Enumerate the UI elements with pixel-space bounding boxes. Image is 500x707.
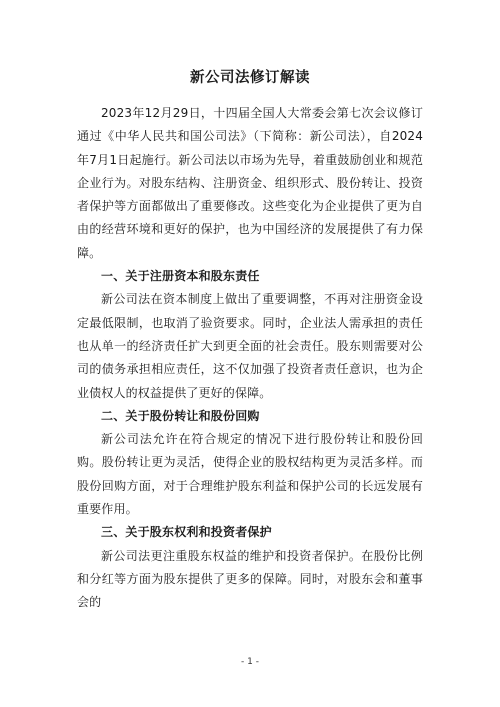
- document-title: 新公司法修订解读: [190, 70, 310, 86]
- section-body-share-transfer: 新公司法允许在符合规定的情况下进行股份转让和股份回购。股份转让更为灵活，使得企业的股权结构更为灵活多样。而股份回购方面，对于合理维护股东利益和保护公司的长远发展有重要作用。: [77, 432, 423, 517]
- section-heading-shareholder-rights: 三、关于股东权利和投资者保护: [101, 525, 272, 540]
- page-number: - 1 -: [241, 657, 259, 667]
- section-body-shareholder-rights: 新公司法更注重股东权益的维护和投资者保护。在股份比例和分红等方面为股东提供了更多的保障。同时，对股东会和董事会的: [77, 548, 423, 610]
- section-heading-registered-capital: 一、关于注册资本和股东责任: [101, 269, 260, 284]
- intro-paragraph: 2023年12月29日，十四届全国人大常委会第七次会议修订通过《中华人民共和国公司法》（下简称：新公司法），自2024年7月1日起施行。新公司法以市场为先导，着重鼓励创业和规范企业行为。对股东结构、注册资金、组织形式、股份转让、投资者保护等方面都做出了重要修改。这些变化为企业提供了更为自由的经营环境和更好的保护，也为中国经济的发展提供了有力保障。: [77, 106, 423, 260]
- document-body: [77, 102, 423, 615]
- section-body-registered-capital: 新公司法在资本制度上做出了重要调整，不再对注册资金设定最低限制，也取消了验资要求。同时，企业法人需承担的责任也从单一的经济责任扩大到更全面的社会责任。股东则需要对公司的债务承担相应责任，这不仅加强了投资者责任意识，也为企业债权人的权益提供了更好的保障。: [77, 292, 423, 400]
- section-heading-share-transfer: 二、关于股份转让和股份回购: [101, 408, 260, 423]
